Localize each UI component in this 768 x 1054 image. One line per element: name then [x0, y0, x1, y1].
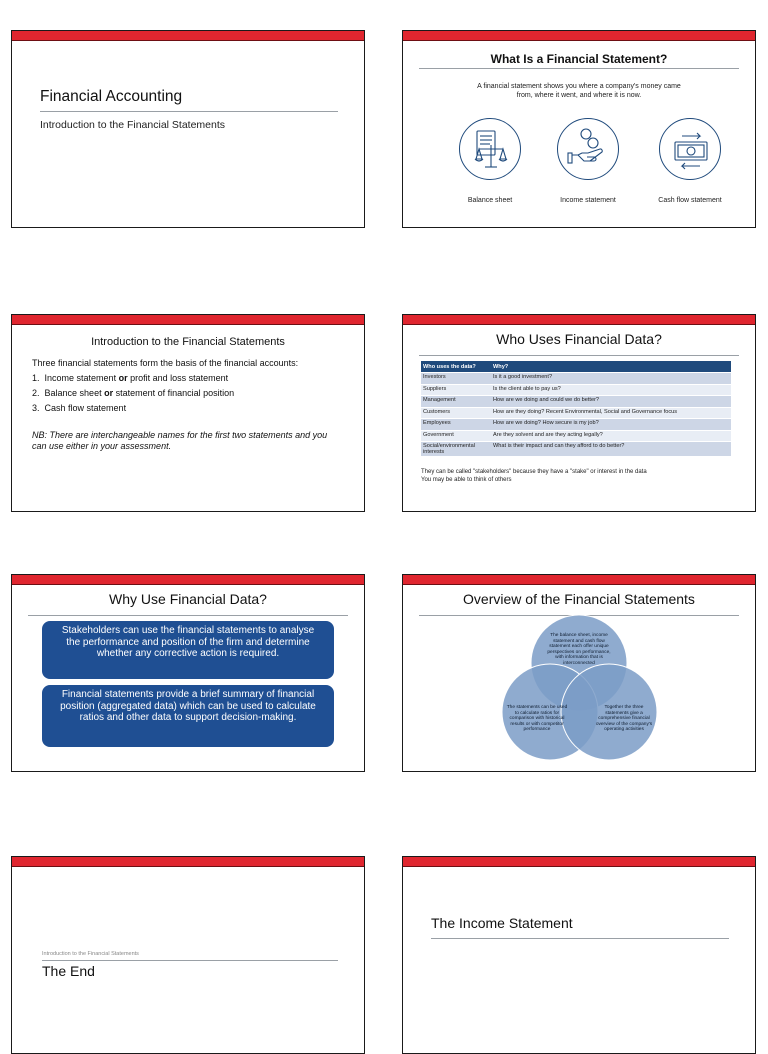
table-header	[421, 361, 731, 373]
column-header: Why?	[491, 361, 731, 373]
note-text: NB: There are interchangeable names for the first two statements and you can use either in your assessment.	[32, 430, 328, 451]
header-band	[403, 315, 755, 324]
slide-body	[32, 356, 352, 416]
slide-intro-statements	[11, 314, 365, 512]
list-item: 1. Income statement or profit and loss statement	[32, 373, 229, 383]
slide-title: The Income Statement	[431, 915, 573, 931]
column-header: Who uses the data?	[421, 361, 491, 373]
content-box-analysis: Stakeholders can use the financial statements to analyse the performance and position of the firm and determine whether any corrective action is required.	[42, 621, 334, 679]
section-label: Introduction to the Financial Statements	[42, 951, 139, 957]
table-row: Suppliers Is the client able to pay us?	[421, 384, 731, 396]
label-balance-sheet: Balance sheet	[467, 197, 513, 204]
table-row: Employees How are we doing? How secure is my job?	[421, 419, 731, 431]
list-item: 3. Cash flow statement	[32, 403, 127, 413]
label-income-statement: Income statement	[560, 197, 616, 204]
slide-who-uses-data	[402, 314, 756, 512]
slide-title: Overview of the Financial Statements	[463, 591, 695, 607]
note-text: They can be called "stakeholders" because they have a "stake" or interest in the data You may be able to think of others	[421, 469, 647, 483]
slide-what-is-financial-statement	[402, 30, 756, 228]
slide-title: Introduction to the Financial Statements	[91, 336, 285, 348]
header-band	[403, 31, 755, 40]
slide-title: What Is a Financial Statement?	[490, 52, 668, 66]
intro-text: Three financial statements form the basis of the financial accounts:	[32, 358, 299, 368]
slide-overview-statements	[402, 574, 756, 772]
header-band	[12, 315, 364, 324]
venn-text-right: Together the three statements give a comprehensive financial overview of the company's operating activities	[595, 705, 653, 733]
divider	[28, 615, 348, 616]
balance-sheet-scales-icon	[459, 118, 521, 180]
slide-the-end	[11, 856, 365, 1054]
slide-why-use-data	[11, 574, 365, 772]
slide-income-statement	[402, 856, 756, 1054]
table-row: Management How are we doing and could we do better?	[421, 396, 731, 408]
venn-text-top: The balance sheet, income statement and cash flow statement each offer unique perspectives on performance, with information that is interconnected	[547, 633, 611, 666]
slide-title: Financial Accounting	[40, 88, 183, 105]
venn-text-left: The statements can be used to calculate ratios for comparison with historical results or with competitor performance	[506, 705, 568, 733]
slide-title: Why Use Financial Data?	[109, 591, 267, 607]
stakeholder-table	[421, 361, 731, 456]
header-band	[12, 31, 364, 40]
divider	[42, 960, 338, 961]
table-row: Government Are they solvent and are they acting legally?	[421, 430, 731, 442]
table-row: Customers How are they doing? Recent Environmental, Social and Governance focus	[421, 407, 731, 419]
header-band	[12, 857, 364, 866]
divider	[419, 68, 739, 69]
slide-title: The End	[42, 963, 95, 979]
hand-coins-icon	[557, 118, 619, 180]
banknote-arrows-icon	[659, 118, 721, 180]
header-band	[403, 857, 755, 866]
table-row: Investors Is it a good investment?	[421, 373, 731, 385]
venn-diagram	[403, 575, 756, 772]
slide-title: Who Uses Financial Data?	[496, 331, 662, 347]
content-box-summary: Financial statements provide a brief summary of financial position (aggregated data) which can be used to calculate ratios and other data to support decision-making.	[42, 685, 334, 747]
slide-financial-accounting	[11, 30, 365, 228]
slide-description: A financial statement shows you where a company's money came from, where it went, and where it is now.	[477, 83, 681, 99]
label-cash-flow-statement: Cash flow statement	[658, 197, 722, 204]
list-item: 2. Balance sheet or statement of financial position	[32, 388, 235, 398]
divider	[419, 355, 739, 356]
table-row: Social/environmental interests What is their impact and can they afford to do better?	[421, 442, 731, 457]
slide-subtitle: Introduction to the Financial Statements	[40, 119, 226, 131]
header-band	[12, 575, 364, 584]
divider	[431, 938, 729, 939]
divider	[40, 111, 338, 112]
